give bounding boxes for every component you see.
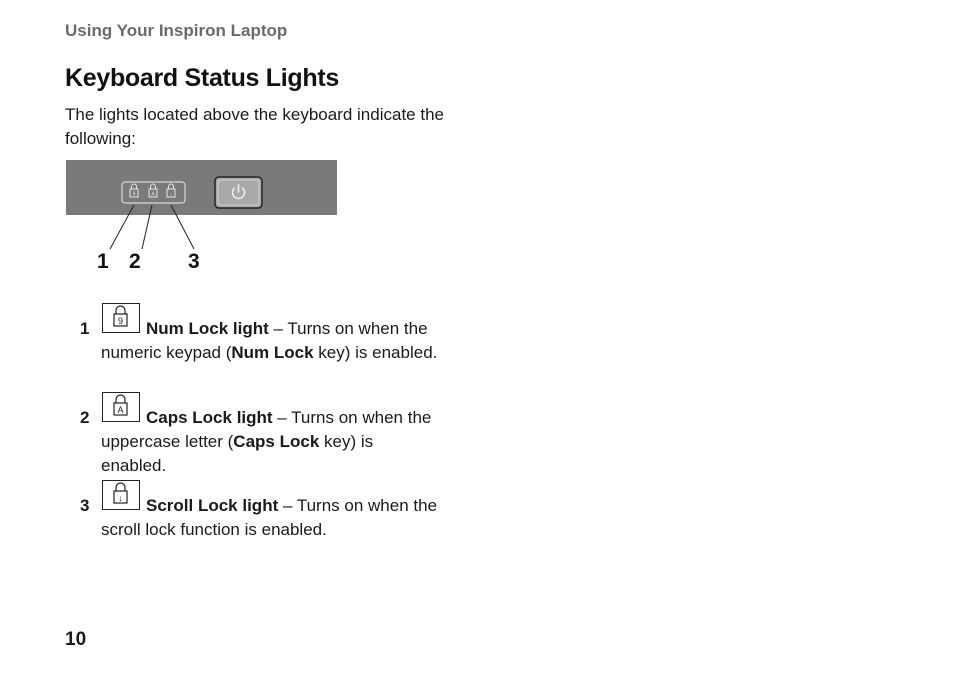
scroll-lock-icon bbox=[102, 480, 140, 510]
running-header: Using Your Inspiron Laptop bbox=[65, 21, 288, 40]
power-button bbox=[215, 177, 262, 208]
caps-lock-icon bbox=[102, 392, 140, 422]
svg-text:9: 9 bbox=[117, 316, 124, 326]
key-name: Caps Lock bbox=[233, 432, 320, 451]
caps-lock-light-glyph: A bbox=[151, 191, 155, 198]
item-number: 1 bbox=[80, 319, 90, 338]
svg-text:A: A bbox=[117, 405, 124, 415]
num-lock-icon bbox=[102, 303, 140, 333]
item-description: Scroll Lock light – Turns on when the scroll lock function is enabled. bbox=[101, 496, 438, 539]
num-lock-light-glyph: 9 bbox=[132, 191, 136, 198]
scroll-lock-light-glyph: ↓ bbox=[169, 191, 173, 198]
item-description: Caps Lock light – Turns on when the uppercase letter (Caps Lock key) is enabled. bbox=[101, 408, 432, 475]
item-description: Num Lock light – Turns on when the numeric keypad (Num Lock key) is enabled. bbox=[101, 319, 438, 362]
callout-number-2: 2 bbox=[129, 250, 141, 273]
list-item-scroll-lock bbox=[80, 494, 440, 542]
list-item-num-lock bbox=[80, 317, 440, 365]
callout-number-1: 1 bbox=[97, 250, 109, 273]
item-name: Caps Lock light bbox=[146, 408, 273, 427]
intro-paragraph: The lights located above the keyboard indicate the following: bbox=[65, 105, 444, 148]
item-number: 2 bbox=[80, 408, 90, 427]
page-title: Keyboard Status Lights bbox=[65, 64, 339, 92]
key-name: Num Lock bbox=[231, 343, 314, 362]
svg-text:↓: ↓ bbox=[118, 493, 123, 503]
item-name: Num Lock light bbox=[146, 319, 269, 338]
item-number: 3 bbox=[80, 496, 90, 515]
page-number: 10 bbox=[65, 629, 87, 650]
list-item-caps-lock bbox=[80, 406, 440, 478]
callout-number-3: 3 bbox=[188, 250, 200, 273]
keyboard-panel bbox=[66, 160, 337, 215]
item-name: Scroll Lock light bbox=[146, 496, 279, 515]
